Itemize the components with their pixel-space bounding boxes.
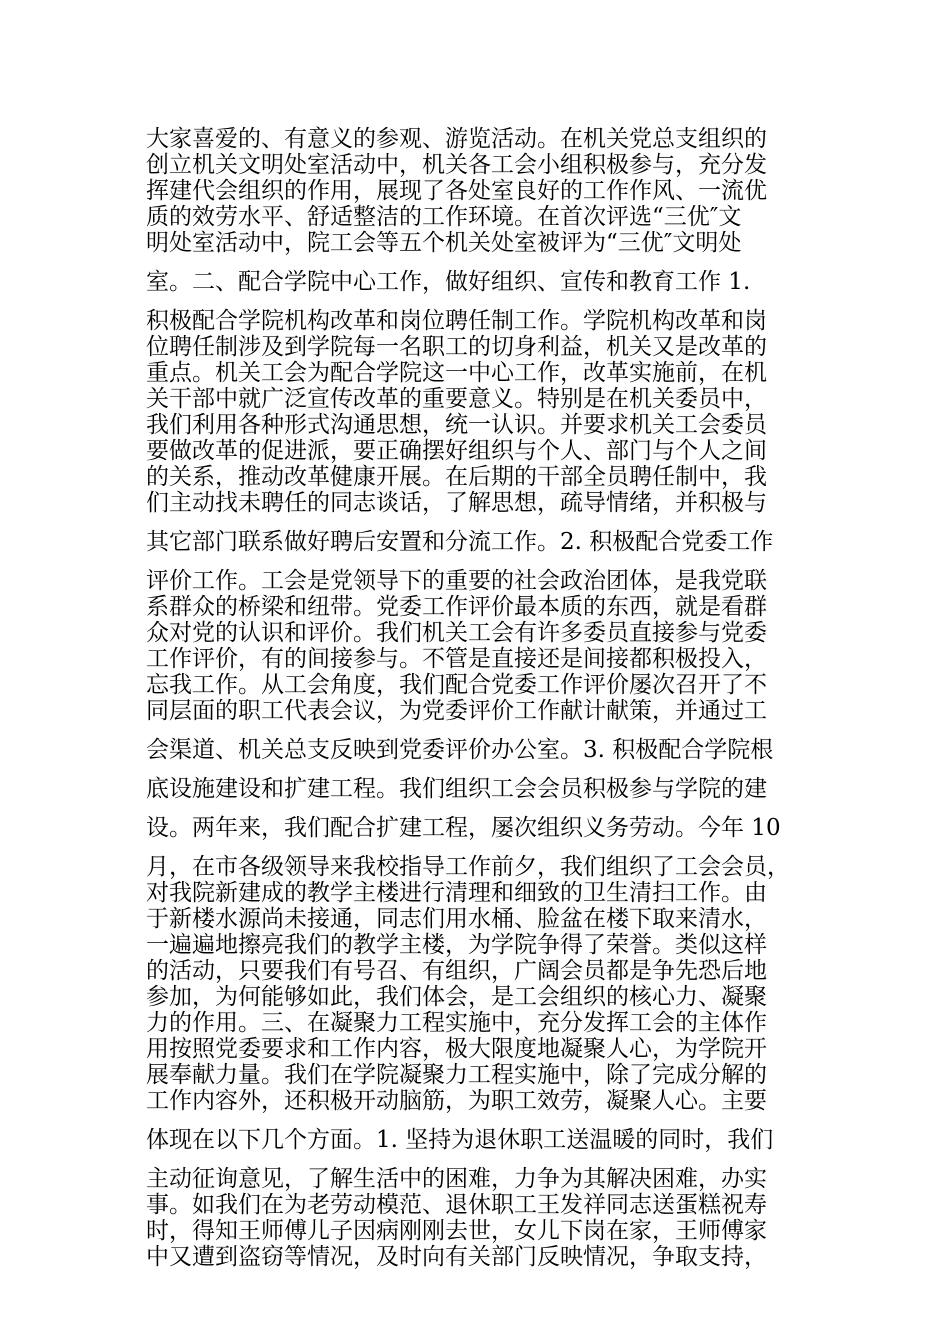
text-line: 积极配合学院机构改革和岗位聘任制工作。学院机构改革和岗 <box>146 308 767 334</box>
text-line: 会渠道、机关总支反映到党委评价办公室。3. 积极配合学院根 <box>146 737 774 763</box>
text-line: 重点。机关工会为配合学院这一中心工作，改革实施前，在机 <box>146 360 767 386</box>
text-line: 参加，为何能够如此，我们体会，是工会组织的核心力、凝聚 <box>146 984 767 1010</box>
text-line: 大家喜爱的、有意义的参观、游览活动。在机关党总支组织的 <box>146 126 767 152</box>
text-line: 系群众的桥梁和纽带。党委工作评价最本质的东西，就是看群 <box>146 594 767 620</box>
text-line: 众对党的认识和评价。我们机关工会有许多委员直接参与党委 <box>146 620 767 646</box>
text-line: 力的作用。三、在凝聚力工程实施中，充分发挥工会的主体作 <box>146 1010 767 1036</box>
text-line: 时，得知王师傅儿子因病刚刚去世，女儿下岗在家，王师傅家 <box>146 1218 767 1244</box>
text-line: 位聘任制涉及到学院每一名职工的切身利益，机关又是改革的 <box>146 334 767 360</box>
text-line: 于新楼水源尚未接通，同志们用水桶、脸盆在楼下取来清水， <box>146 906 767 932</box>
text-line: 挥建代会组织的作用，展现了各处室良好的工作作风、一流优 <box>146 178 767 204</box>
text-line: 质的效劳水平、舒适整洁的工作环境。在首次评选“三优″文 <box>146 204 742 230</box>
text-line: 工作评价，有的间接参与。不管是直接还是间接都积极投入， <box>146 646 767 672</box>
text-line: 用按照党委要求和工作内容，极大限度地凝聚人心，为学院开 <box>146 1036 767 1062</box>
text-line: 事。如我们在为老劳动模范、退休职工王发祥同志送蛋糕祝寿 <box>146 1192 767 1218</box>
text-line: 评价工作。工会是党领导下的重要的社会政治团体，是我党联 <box>146 568 767 594</box>
text-line: 我们利用各种形式沟通思想，统一认识。并要求机关工会委员 <box>146 412 767 438</box>
text-line: 室。二、配合学院中心工作，做好组织、宣传和教育工作 1. <box>146 269 751 295</box>
text-line: 一遍遍地擦亮我们的教学主楼，为学院争得了荣誉。类似这样 <box>146 932 767 958</box>
text-line: 要做改革的促进派，要正确摆好组织与个人、部门与个人之间 <box>146 438 767 464</box>
text-line: 们主动找未聘任的同志谈话，了解思想，疏导情绪，并积极与 <box>146 490 767 516</box>
text-line: 底设施建设和扩建工程。我们组织工会会员积极参与学院的建 <box>146 776 767 802</box>
text-line: 中又遭到盗窃等情况，及时向有关部门反映情况，争取支持， <box>146 1244 767 1270</box>
text-line: 主动征询意见，了解生活中的困难，力争为其解决困难，办实 <box>146 1166 767 1192</box>
text-line: 设。两年来，我们配合扩建工程，屡次组织义务劳动。今年 10 <box>146 815 781 841</box>
text-line: 其它部门联系做好聘后安置和分流工作。2. 积极配合党委工作 <box>146 529 774 555</box>
document-body <box>146 126 816 1270</box>
text-line: 月，在市各级领导来我校指导工作前夕，我们组织了工会会员， <box>146 854 790 880</box>
text-line: 对我院新建成的教学主楼进行清理和细致的卫生清扫工作。由 <box>146 880 767 906</box>
text-line: 关干部中就广泛宣传改革的重要意义。特别是在机关委员中， <box>146 386 767 412</box>
text-line: 的活动，只要我们有号召、有组织，广阔会员都是争先恐后地 <box>146 958 767 984</box>
text-line: 体现在以下几个方面。1. 坚持为退休职工送温暖的同时，我们 <box>146 1127 774 1153</box>
text-line: 忘我工作。从工会角度，我们配合党委工作评价屡次召开了不 <box>146 672 767 698</box>
text-line: 工作内容外，还积极开动脑筋，为职工效劳，凝聚人心。主要 <box>146 1088 767 1114</box>
text-line: 展奉献力量。我们在学院凝聚力工程实施中，除了完成分解的 <box>146 1062 767 1088</box>
text-line: 同层面的职工代表会议，为党委评价工作献计献策，并通过工 <box>146 698 767 724</box>
text-line: 创立机关文明处室活动中，机关各工会小组积极参与，充分发 <box>146 152 767 178</box>
text-line: 的关系，推动改革健康开展。在后期的干部全员聘任制中，我 <box>146 464 767 490</box>
text-line: 明处室活动中，院工会等五个机关处室被评为“三优″文明处 <box>146 230 742 256</box>
